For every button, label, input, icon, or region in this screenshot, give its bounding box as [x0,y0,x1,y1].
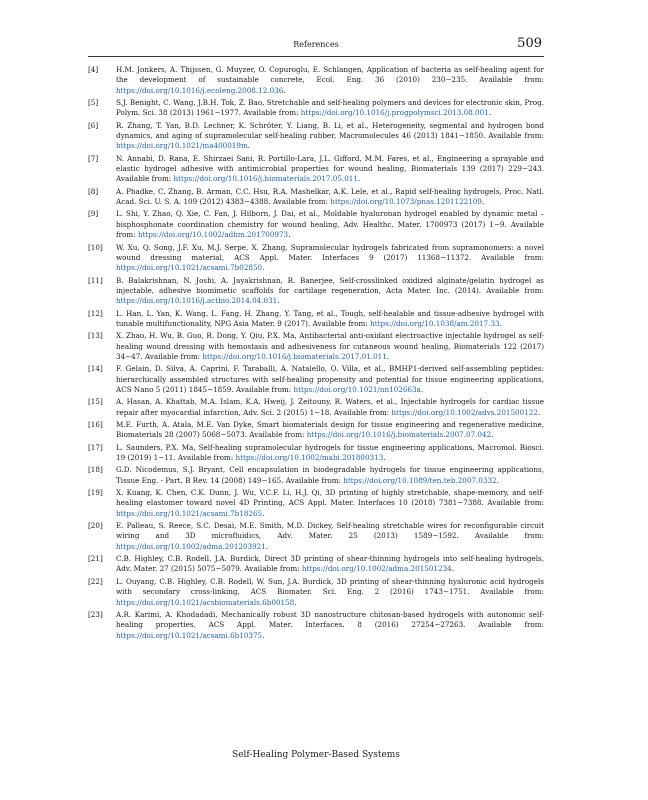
reference-item [88,465,544,486]
doi-link[interactable]: https://doi.org/10.1002/adma.201501234 [301,564,452,574]
reference-item [88,420,544,441]
doi-link[interactable]: https://doi.org/10.1073/pnas.1201122109 [330,197,482,207]
reference-number: [21] [88,554,103,564]
reference-item [88,610,544,641]
reference-tail: . [451,564,455,574]
doi-link[interactable]: https://doi.org/10.1038/am.2017.33 [370,318,500,328]
reference-tail: . [383,453,386,463]
reference-item [88,209,544,240]
reference-number: [5] [88,98,99,108]
running-title: References [293,40,339,49]
reference-tail: . [262,508,265,518]
reference-text: H.M. Jonkers, A. Thijssen, G. Muyzer, O. Copuroglu, E. Schlangen, Application of bacteria as self-healing agent for the development of sustainable concrete, Ecol. Eng. 36 (2010) 230−235. Available from: [116,65,544,85]
reference-number: [18] [88,465,103,475]
reference-number: [13] [88,331,103,341]
reference-tail: . [496,475,499,485]
doi-link[interactable]: https://doi.org/10.1016/j.biomaterials.2017.05.011 [173,174,358,184]
reference-tail: . [420,384,424,394]
doi-link[interactable]: https://doi.org/10.1021/ma400019m [116,141,248,151]
reference-item [88,243,544,274]
reference-tail: . [283,85,286,95]
doi-link[interactable]: https://doi.org/10.1021/nn102663a [293,384,421,394]
reference-tail: . [247,141,251,151]
reference-text: C.B. Highley, C.B. Rodell, J.A. Burdick, Direct 3D printing of shear-thinning hydrogels into self-healing hydrogels, Adv. Mater. 27 (2015) 5075−5079. Available from: [116,554,544,574]
reference-item [88,98,544,119]
reference-text: A. Hasan, A. Khattab, M.A. Islam, K.A. Hweij, J. Zeitouny, R. Waters, et al., Injectable hydrogels for cardiac tissue repair after myocardial infarction, Adv. Sci. 2 (2015) 1−18. Available from: [116,397,544,417]
reference-item [88,331,544,362]
reference-text: L. Ouyang, C.B. Highley, C.B. Rodell, W. Sun, J.A. Burdick, 3D printing of shear-thinning hyaluronic acid hydrogels with secondary cross-linking, ACS Biomater. Sci. Eng. 2 (2016) 1743−1751. Available from: [116,576,544,597]
doi-link[interactable]: https://doi.org/10.1002/adma.201203921 [116,541,266,551]
reference-text: A.R. Karimi, A. Khodadadi, Mechanically robust 3D nanostructure chitosan-based hydrogels with autonomic self-healing properties, ACS Appl. Mater. Interfaces. 8 (2016) 27254−27263. Available from: [116,609,544,630]
header-rule [88,56,544,57]
reference-list [88,65,544,643]
reference-text: L. Saunders, P.X. Ma, Self-healing supramolecular hydrogels for tissue engineering applications, Macromol. Biosci. 19 (2019) 1−11. Available from: [116,442,544,463]
reference-tail: . [357,174,361,184]
reference-tail: . [537,407,541,417]
reference-item [88,187,544,208]
doi-link[interactable]: https://doi.org/10.1016/j.biomaterials.2007.07.042 [306,430,492,440]
reference-text: F. Gelain, D. Silva, A. Caprini, F. Taraballi, A. Natalello, O. Villa, et al., BMHP1-derived self-assembling peptides: hierarchically assembled structures with self-healing propensity and potential for tissue engineering applications, ACS Nano 5 (2011) 1845−1859. Available from: [116,364,544,394]
doi-link[interactable]: https://doi.org/10.1021/acsami.6b10375 [116,630,263,640]
reference-number: [19] [88,488,103,498]
reference-tail: . [491,430,494,440]
reference-text: A. Phadke, C. Zhang, B. Arman, C.C. Hsu, R.A. Mashelkar, A.K. Lele, et al., Rapid self-healing hydrogels, Proc. Natl. Acad. Sci. U. S. A. 109 (2012) 4383−4388. Available from: [116,186,544,207]
doi-link[interactable]: https://doi.org/10.1016/j.ecoleng.2008.12.036 [116,85,284,95]
doi-link[interactable]: https://doi.org/10.1021/acsami.7b18265 [116,508,263,518]
reference-text: B. Balakrishnan, N. Joshi, A. Jayakrishnan, R. Banerjee, Self-crosslinked oxidized alginate/gelatin hydrogel as injectable, adhesive biomimetic scaffolds for cartilage regeneration, Acta Mater. Inc. (2014). Available from: [116,275,544,295]
reference-text: X. Kuang, K. Chen, C.K. Dunn, J. Wu, V.C.F. Li, H.J. Qi, 3D printing of highly stretchable, shape-memory, and self-healing elastomer toward novel 4D Printing, ACS Appl. Mater. Interfaces 10 (2018) 7381−7388. Available from: [116,488,544,508]
reference-number: [14] [88,364,103,374]
reference-item [88,488,544,519]
doi-link[interactable]: https://doi.org/10.1002/advs.201500122 [391,407,538,417]
reference-number: [17] [88,442,103,452]
reference-item [88,121,544,152]
reference-number: [20] [88,521,103,531]
reference-item [88,397,544,418]
reference-item [88,443,544,464]
reference-number: [16] [88,420,103,429]
reference-item [88,65,544,96]
reference-number: [7] [88,153,99,163]
reference-text: N. Annabi, D. Rana, E. Shirzaei Sani, R. Portillo-Lara, J.L. Gifford, M.M. Fares, et al., Engineering a sprayable and elastic hydrogel adhesive with antimicrobial properties for wound healing, Biomaterials 139 (2017) 229−243. Available from: [116,153,544,184]
reference-item [88,554,544,575]
reference-tail: . [265,541,269,551]
doi-link[interactable]: https://doi.org/10.1002/adhm.201700973 [137,230,289,240]
reference-text: G.D. Nicodemus, S.J. Bryant, Cell encapsulation in biodegradable hydrogels for tissue engineering applications, Tissue Eng. - Part. B Rev. 14 (2008) 149−165. Available from: [116,465,544,485]
reference-text: R. Zhang, T. Yan, B.D. Lechner, K. Schröter, Y. Liang, B. Li, et al., Heterogeneity, segmental and hydrogen bond dynamics, and aging of supramolecular self-healing rubber, Macromolecules 46 (2013) 1841−1850. Available from: [116,120,544,141]
reference-number: [23] [88,609,103,619]
reference-tail: . [386,351,390,361]
page-header [88,36,544,54]
reference-item [88,154,544,185]
reference-tail: . [262,630,265,640]
doi-link[interactable]: https://doi.org/10.1016/j.biomaterials.2017.01.011 [202,351,387,361]
reference-tail: . [262,263,265,273]
reference-number: [11] [88,275,103,285]
doi-link[interactable]: https://doi.org/10.1089/ten.teb.2007.0332 [343,475,497,485]
reference-item [88,364,544,395]
reference-number: [22] [88,576,103,586]
doi-link[interactable]: https://doi.org/10.1016/j.actbio.2014.04.031 [116,296,278,306]
reference-text: L. Shi, Y. Zhao, Q. Xie, C. Fan, J. Hilborn, J. Dai, et al., Moldable hyaluronan hydrogel enabled by dynamic metal – bisphosphonate coordination chemistry for wound healing, Adv. Healthc. Mater. 1700973 (2017) 1−9. Available from: [116,209,544,240]
doi-link[interactable]: https://doi.org/10.1021/acsbiomaterials.6b00158 [116,597,295,607]
reference-number: [8] [88,186,99,196]
reference-tail: . [499,318,502,328]
doi-link[interactable]: https://doi.org/10.1002/mabi.201800313 [235,453,384,463]
page-number: 509 [517,36,542,51]
reference-tail: . [277,296,280,306]
reference-text: M.E. Furth, A. Atala, M.E. Van Dyke, Smart biomaterials design for tissue engineering and regenerative medicine, Biomaterials 28 (2007) 5068−5073. Available from: [116,420,544,440]
reference-item [88,577,544,608]
reference-tail: . [288,230,291,240]
reference-tail: . [481,197,485,207]
reference-number: [15] [88,397,103,407]
reference-text: S.J. Benight, C. Wang, J.B.H. Tok, Z. Bao, Stretchable and self-healing polymers and devices for electronic skin, Prog. Polym. Sci. 38 (2013) 1961−1977. Available from: [116,98,544,118]
reference-number: [6] [88,120,99,130]
reference-number: [9] [88,209,99,219]
running-footer: Self-Healing Polymer-Based Systems [232,750,400,760]
reference-number: [4] [88,65,99,74]
reference-text: E. Palleau, S. Reece, S.C. Desai, M.E. Smith, M.D. Dickey, Self-healing stretchable wires for reconfigurable circuit wiring and 3D microfluidics, Adv. Mater. 25 (2013) 1589−1592. Available from: [116,521,544,541]
reference-number: [12] [88,308,103,318]
reference-item [88,521,544,552]
reference-item [88,309,544,330]
reference-text: W. Xu, Q. Song, J.F. Xu, M.J. Serpe, X. Zhang, Supramolecular hydrogels fabricated from supramonomers: a novel wound dressing material, ACS Appl. Mater. Interfaces 9 (2017) 11368−11372. Available from: [116,242,544,262]
reference-tail: . [488,108,492,118]
doi-link[interactable]: https://doi.org/10.1016/j.progpolymsci.2013.08.001 [300,108,489,118]
doi-link[interactable]: https://doi.org/10.1021/acsami.7b02850 [116,263,263,273]
reference-item [88,276,544,307]
reference-text: L. Han, L. Yan, K. Wang, L. Fang, H. Zhang, Y. Tang, et al., Tough, self-healable and tissue-adhesive hydrogel with tunable multifunctionality, NPG Asia Mater. 9 (2017). Available from: [116,308,544,328]
reference-number: [10] [88,242,103,252]
reference-tail: . [294,597,297,607]
reference-text: X. Zhao, H. Wu, B. Guo, R. Dong, Y. Qiu, P.X. Ma, Antibacterial anti-oxidant electroactive injectable hydrogel as self-healing wound dressing with hemostasis and adhesiveness for cutaneous wound healing, Biomaterials 122 (2017) 34−47. Available from: [116,331,544,361]
